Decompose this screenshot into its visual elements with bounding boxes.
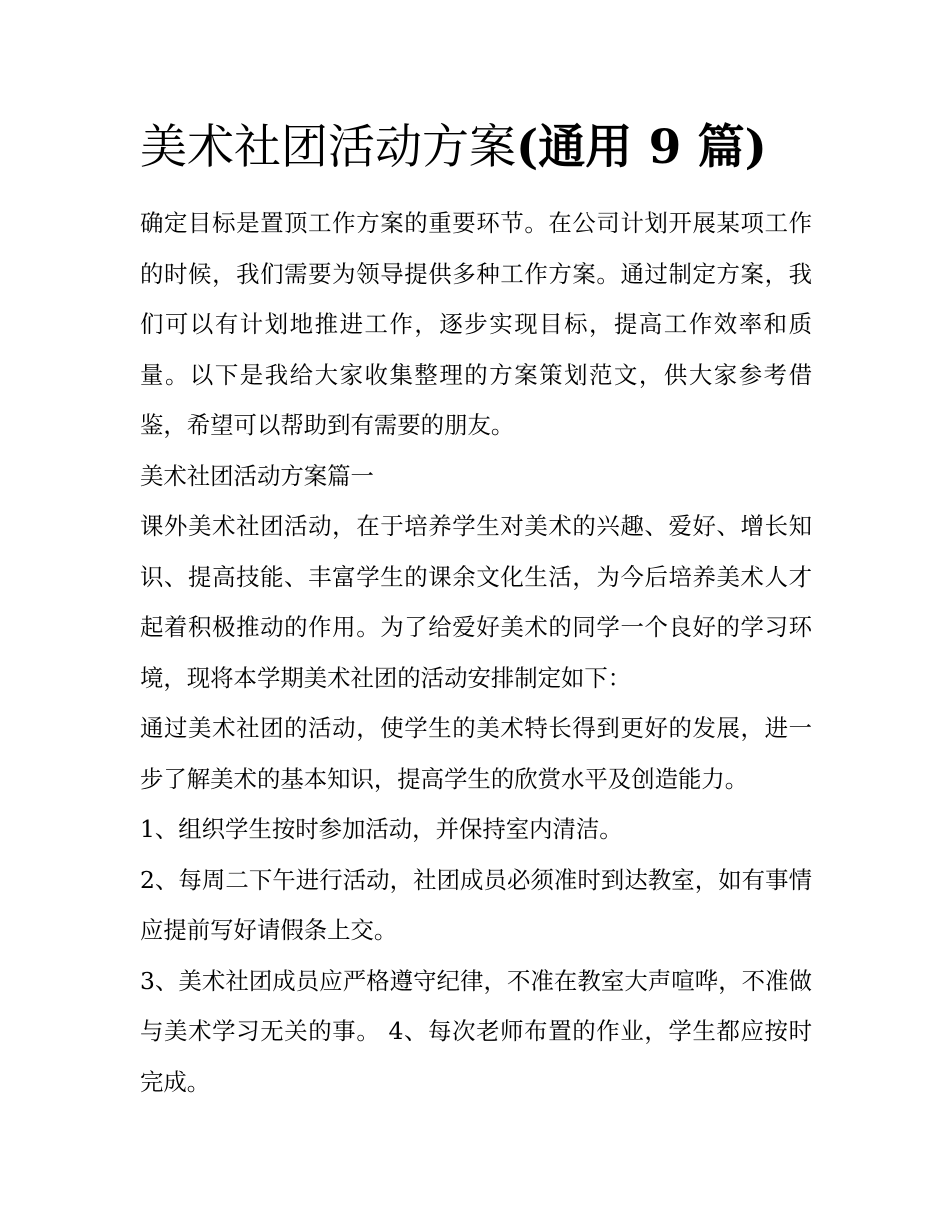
document-title: [140, 112, 812, 184]
title-main-text: 美术社团活动方案: [140, 120, 516, 175]
section-heading: 美术社团活动方案篇一: [140, 461, 374, 490]
body-paragraph: 课外美术社团活动，在于培养学生对美术的兴趣、爱好、增长知识、提高技能、丰富学生的课余文化生活，为今后培养美术人才起着积极推动的作用。为了给爱好美术的同学一个良好的学习环境，现将本学期美术社团的活动安排制定如下：: [140, 512, 812, 692]
list-item: 3、美术社团成员应严格遵守纪律，不准在教室大声喧哗，不准做与美术学习无关的事。 4、每次老师布置的作业，学生都应按时完成。: [140, 966, 812, 1096]
body-paragraph: 通过美术社团的活动，使学生的美术特长得到更好的发展，进一步了解美术的基本知识，提高学生的欣赏水平及创造能力。: [140, 714, 812, 793]
intro-paragraph: 确定目标是置顶工作方案的重要环节。在公司计划开展某项工作的时候，我们需要为领导提供多种工作方案。通过制定方案，我们可以有计划地推进工作，逐步实现目标，提高工作效率和质量。以下是我给大家收集整理的方案策划范文，供大家参考借鉴，希望可以帮助到有需要的朋友。: [140, 209, 812, 439]
list-item: 1、组织学生按时参加活动，并保持室内清洁。: [140, 815, 623, 843]
document-page: [140, 112, 812, 1107]
list-item: 2、每周二下午进行活动，社团成员必须准时到达教室，如有事情应提前写好请假条上交。: [140, 865, 812, 944]
title-suffix-text: (通用 9 篇): [516, 120, 767, 175]
